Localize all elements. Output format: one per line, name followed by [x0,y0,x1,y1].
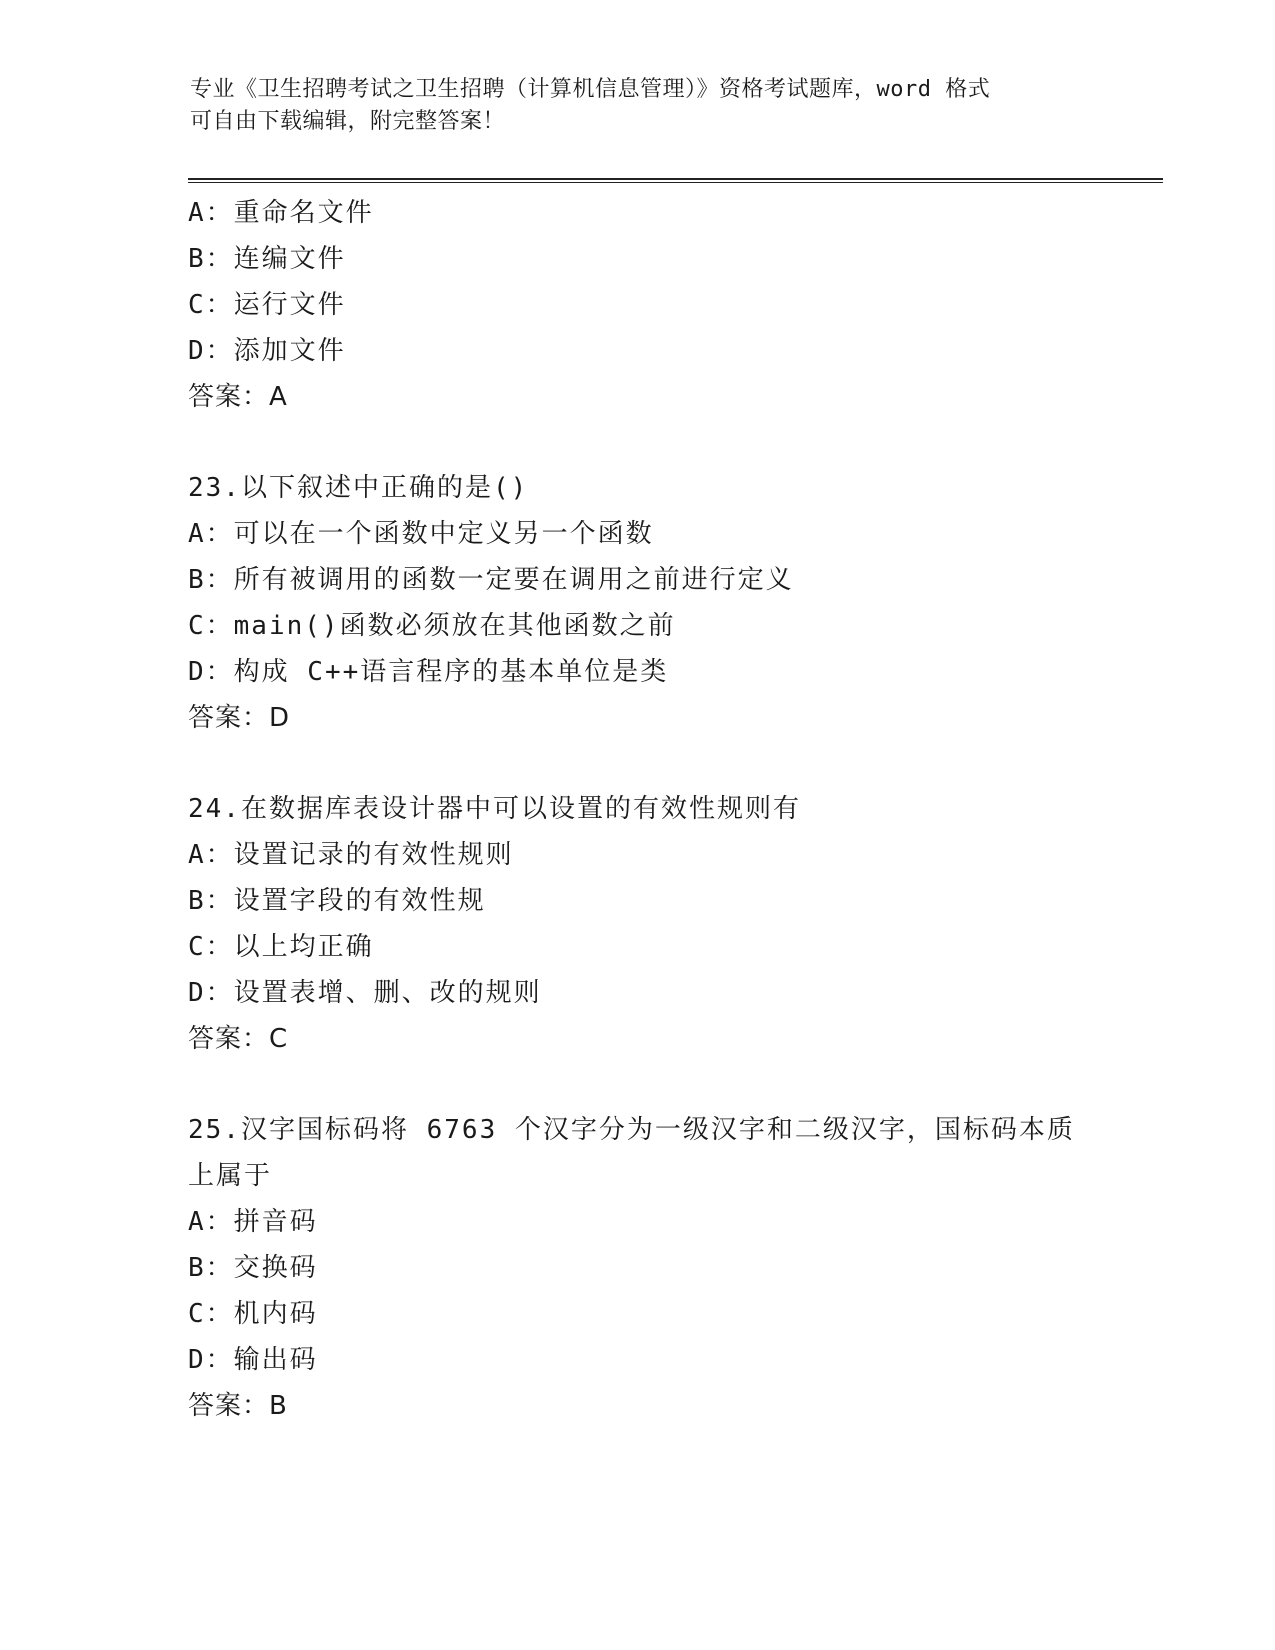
answer: 答案：C [188,1024,289,1054]
header-divider [188,178,1163,183]
answer: 答案：B [188,1391,288,1421]
option-a: A：可以在一个函数中定义另一个函数 [188,519,654,549]
question-text: 24.在数据库表设计器中可以设置的有效性规则有 [188,794,801,824]
option-c: C：机内码 [188,1299,318,1329]
question-24 [188,786,1088,1062]
question-22 [188,190,1088,420]
header-line-1: 专业《卫生招聘考试之卫生招聘（计算机信息管理）》资格考试题库，word 格式 [190,77,991,102]
spacer [188,741,1088,786]
question-text-line-1: 25.汉字国标码将 6763 个汉字分为一级汉字和二级汉字，国标码本质 [188,1115,1075,1145]
option-d: D：输出码 [188,1345,318,1375]
question-list [188,190,1088,1429]
option-a: A：重命名文件 [188,198,374,228]
answer: 答案：A [188,382,288,412]
option-a: A：设置记录的有效性规则 [188,840,514,870]
option-a: A：拼音码 [188,1207,318,1237]
question-25 [188,1107,1088,1429]
option-c: C：main()函数必须放在其他函数之前 [188,611,676,641]
question-text-line-2: 上属于 [188,1161,273,1191]
option-b: B：交换码 [188,1253,318,1283]
option-b: B：连编文件 [188,244,346,274]
question-23 [188,465,1088,741]
option-d: D：设置表增、删、改的规则 [188,978,542,1008]
document-header [190,74,1090,138]
option-b: B：设置字段的有效性规 [188,886,486,916]
header-line-2: 可自由下载编辑，附完整答案！ [190,109,506,134]
option-d: D：添加文件 [188,336,346,366]
spacer [188,1062,1088,1107]
option-c: C：运行文件 [188,290,346,320]
option-d: D：构成 C++语言程序的基本单位是类 [188,657,669,687]
question-text: 23.以下叙述中正确的是() [188,473,529,503]
spacer [188,420,1088,465]
option-c: C：以上均正确 [188,932,374,962]
answer: 答案：D [188,703,291,733]
option-b: B：所有被调用的函数一定要在调用之前进行定义 [188,565,794,595]
